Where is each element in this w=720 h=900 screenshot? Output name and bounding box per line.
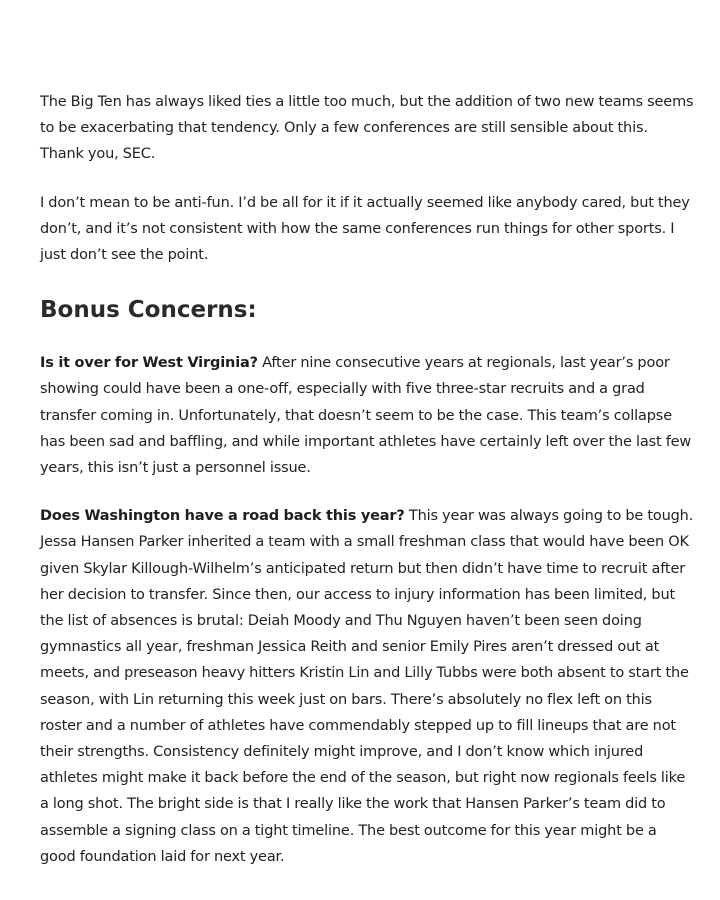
concern-question-west-virginia: Is it over for West Virginia? bbox=[40, 355, 258, 372]
concern-washington bbox=[40, 503, 695, 870]
paragraph-anti-fun: I don’t mean to be anti-fun. I’d be all for it if it actually seemed like anybody cared, but they don’t, and it’s not consistent with how the same conferences run things for other sports. I just don’t see the point. bbox=[40, 194, 690, 264]
paragraph-big-ten-ties: The Big Ten has always liked ties a little too much, but the addition of two new teams seems to be exacerbating that tendency. Only a few conferences are still sensible about this. Thank you, SEC. bbox=[40, 94, 694, 163]
concern-text-west-virginia: After nine consecutive years at regionals, last year’s poor showing could have been a one-off, especially with five three-star recruits and a grad transfer coming in. Unfortunately, that doesn’t seem to be the case. This team’s collapse has been sad and baffling, and while important athletes have certainly left over the last few years, this isn’t just a personnel issue. bbox=[40, 355, 692, 477]
concern-text-washington: This year was always going to be tough. Jessa Hansen Parker inherited a team with a small freshman class that would have been OK given Skylar Killough-Wilhelm’s anticipated return but then didn’t have time to recruit after her decision to transfer. Since then, our access to injury information has been limited, but the list of absences is brutal: Deiah Moody and Thu Nguyen haven’t been seen doing gymnastics all year, freshman Jessica Reith and senior Emily Pires aren’t dressed out at meets, and preseason heavy hitters Kristin Lin and Lilly Tubbs were both absent to start the season, with Lin returning this week just on bars. There’s absolutely no flex left on this roster and a number of athletes have commendably stepped up to fill lineups that are not their strengths. Consistency definitely might improve, and I don’t know which injured athletes might make it back before the end of the season, but right now regionals feels like a long shot. The bright side is that I really like the work that Hansen Parker’s team did to assemble a signing class on a tight timeline. The best outcome for this year might be a good foundation laid for next year. bbox=[40, 508, 694, 865]
concern-west-virginia bbox=[40, 350, 695, 481]
article-body bbox=[40, 89, 695, 892]
concern-question-washington: Does Washington have a road back this year? bbox=[40, 508, 405, 525]
section-heading-bonus-concerns: Bonus Concerns: bbox=[40, 297, 257, 324]
